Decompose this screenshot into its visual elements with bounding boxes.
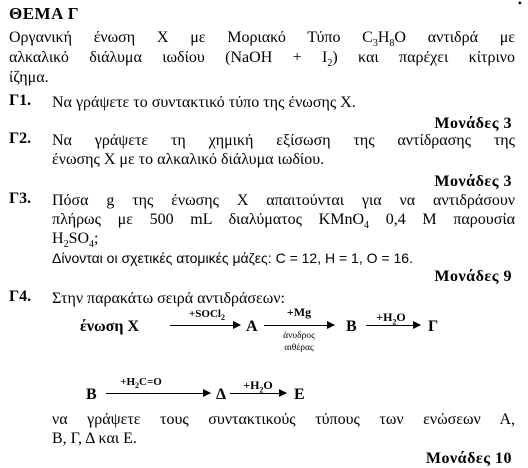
q2-marks: Μονάδες 3 bbox=[434, 173, 512, 190]
intro-sub-2: 8 bbox=[389, 38, 395, 50]
scheme2-product-e: Ε bbox=[294, 386, 305, 403]
q3-line-2-a: πλήρως με 500 mL διαλύματος KMnO bbox=[52, 211, 365, 228]
intro-line-2-b: ) και παρέχει κίτρινο bbox=[332, 49, 515, 66]
scheme2-reagent-2 bbox=[232, 378, 284, 393]
q3-line-3-a: H bbox=[52, 230, 64, 247]
scheme1-reagent-1-a: +SOCl bbox=[189, 308, 221, 320]
scheme1-arrow-3 bbox=[366, 325, 420, 326]
q3-line-2 bbox=[52, 210, 516, 232]
intro-line-1-a: Οργανική ένωση Χ με Μοριακό Τύπο C bbox=[9, 29, 373, 46]
scheme2-start: Β bbox=[86, 386, 97, 403]
scheme1-reagent-3-b: O bbox=[396, 310, 406, 324]
q1-text: Να γράψετε το συντακτικό τύπο της ένωσης Χ. bbox=[52, 94, 356, 111]
scheme2-arrow-1 bbox=[106, 393, 210, 394]
scheme2-product-d: Δ bbox=[216, 386, 227, 403]
scheme1-product-b: Β bbox=[346, 318, 357, 335]
scheme1-condition-2: αιθέρας bbox=[284, 343, 314, 353]
scheme2-reagent-1-sub: 2 bbox=[135, 381, 140, 391]
intro-sub-3: 2 bbox=[327, 58, 333, 70]
q1-number: Γ1. bbox=[9, 92, 32, 109]
scheme1-reagent-1-sub: 2 bbox=[220, 313, 225, 323]
q2-number: Γ2. bbox=[9, 130, 32, 147]
section-title: ΘΕΜΑ Γ bbox=[9, 4, 80, 23]
q1-marks: Μονάδες 3 bbox=[434, 115, 512, 132]
intro-line-2-a: αλκαλικό διάλυμα ιωδίου (NaOH + I bbox=[9, 49, 328, 66]
scheme1-product-a: Α bbox=[246, 318, 258, 335]
scheme1-product-g: Γ bbox=[428, 318, 439, 335]
intro-sub-1: 3 bbox=[372, 38, 378, 50]
scheme1-reagent-2: +Mg bbox=[286, 305, 312, 319]
q3-number: Γ3. bbox=[9, 190, 32, 207]
q4-marks: Μονάδες 10 bbox=[425, 450, 512, 467]
scheme1-arrow-1 bbox=[170, 325, 240, 326]
scheme2-arrow-2 bbox=[230, 393, 286, 394]
scheme2-reagent-1 bbox=[106, 376, 176, 391]
q4-intro: Στην παρακάτω σειρά αντιδράσεων: bbox=[52, 290, 285, 307]
q2-line-2: ένωσης Χ με το αλκαλικό διάλυμα ιωδίου. bbox=[52, 151, 325, 168]
q3-line-3-b: SO bbox=[68, 230, 90, 247]
scheme1-reagent-3 bbox=[368, 310, 414, 325]
scheme2-reagent-1-a: +H bbox=[120, 376, 136, 388]
q3-line-1: Πόσα g της ένωσης Χ απαιτούνται για να αντιδράσουν bbox=[52, 192, 515, 209]
intro-line-1 bbox=[9, 28, 515, 50]
q4-ask-line-1: να γράψετε τους συντακτικούς τύπους των ενώσεων Α, bbox=[52, 411, 515, 428]
scheme1-reagent-3-a: +H bbox=[376, 310, 393, 324]
corner-mark: • bbox=[517, 0, 522, 10]
intro-line-2 bbox=[9, 48, 515, 70]
scheme2-reagent-2-b: O bbox=[263, 378, 273, 392]
scheme1-arrow-2 bbox=[264, 325, 334, 326]
scheme2-reagent-2-sub: 2 bbox=[259, 385, 264, 395]
intro-line-3: ίζημα. bbox=[9, 69, 49, 86]
q3-sub-3: 4 bbox=[89, 239, 95, 251]
scheme2-reagent-1-b: C=O bbox=[139, 376, 162, 388]
intro-line-1-b: H bbox=[377, 29, 390, 46]
intro-line-1-c: O αντιδρά με bbox=[394, 29, 515, 46]
q4-ask-line-2: Β, Γ, Δ και Ε. bbox=[52, 430, 137, 447]
q3-line-2-b: 0,4 M παρουσία bbox=[369, 211, 516, 228]
q3-sub-1: 4 bbox=[364, 220, 370, 232]
q3-line-4: Δίνονται οι σχετικές ατομικές μάζες: C = 12, H = 1, O = 16. bbox=[52, 250, 413, 266]
scheme1-condition-1: άνυδρος bbox=[283, 331, 315, 341]
q3-line-3 bbox=[52, 229, 99, 251]
q3-sub-2: 2 bbox=[63, 239, 69, 251]
scheme1-reagent-1 bbox=[172, 308, 242, 323]
q3-marks: Μονάδες 9 bbox=[434, 268, 512, 285]
scheme1-reagent-3-sub: 2 bbox=[392, 317, 397, 327]
scheme1-start: ένωση Χ bbox=[80, 318, 140, 335]
q4-number: Γ4. bbox=[9, 288, 32, 305]
q2-line-1: Να γράψετε τη χημική εξίσωση της αντίδρασης της bbox=[52, 132, 515, 149]
scheme2-reagent-2-a: +H bbox=[243, 378, 260, 392]
q3-line-3-c: ; bbox=[94, 230, 99, 247]
